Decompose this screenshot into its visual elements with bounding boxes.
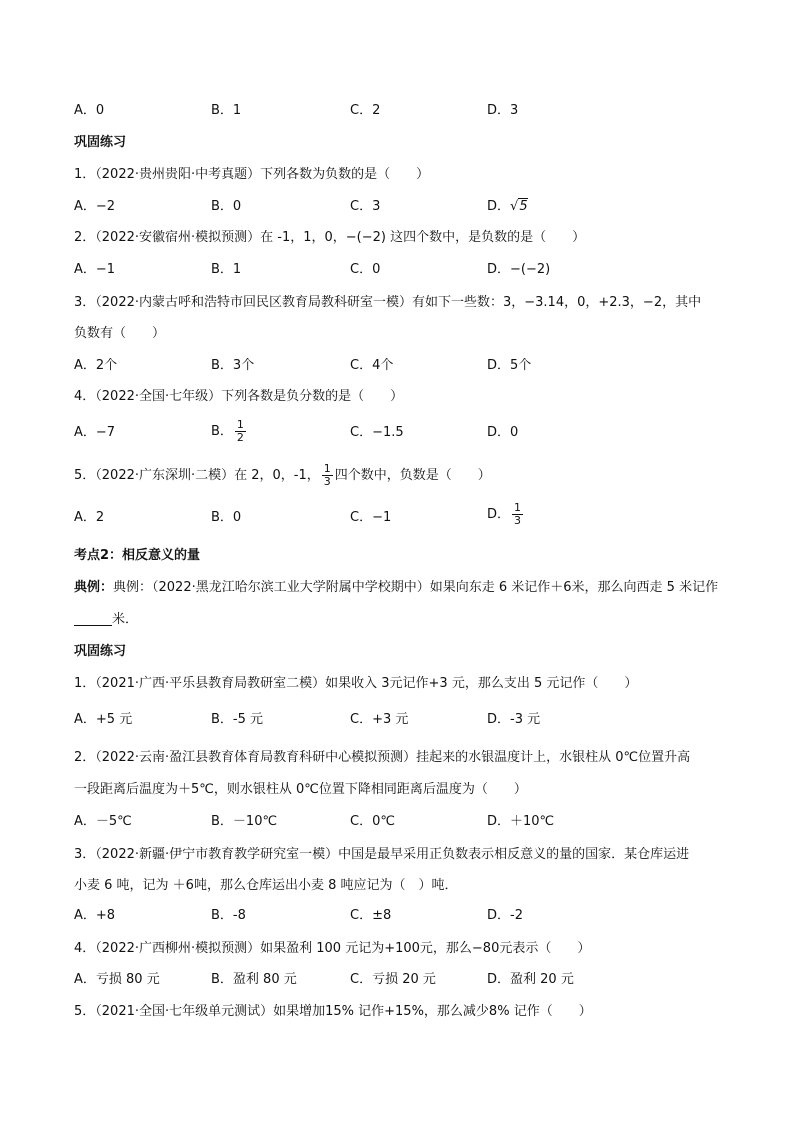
option-d: D．−(−2) <box>487 262 551 277</box>
option-c: C．3 <box>350 199 381 214</box>
option-d: D．-3 元 <box>487 712 541 727</box>
option-d: D．3 <box>487 103 519 118</box>
option-a: A．−1 <box>74 262 116 277</box>
option-d: D．盈利 20 元 <box>487 972 574 987</box>
question-options <box>74 501 734 528</box>
option-c: C．2 <box>350 103 381 118</box>
question-stem: 4．（2022·广西柳州·模拟预测）如果盈利 100 元记为+100元，那么−80元表示（ ） <box>74 941 591 956</box>
section-heading: 巩固练习 <box>74 135 127 150</box>
question-stem: 3．（2022·新疆·伊宁市教育教学研究室一模）中国是最早采用正负数表示相反意义的量的国家．某仓库运进 <box>74 847 690 862</box>
option-d: D． $\frac{1}{3}$ <box>487 501 522 527</box>
question-stem: 4．（2022·全国·七年级）下列各数是负分数的是（ ） <box>74 389 404 404</box>
option-a: A．亏损 80 元 <box>74 972 160 987</box>
option-c: C．0℃ <box>350 814 395 829</box>
option-b: B． $\frac{1}{2}$ <box>211 418 244 444</box>
fraction: $\frac{1}{2}$ <box>236 418 244 444</box>
option-b: B．1 <box>211 103 242 118</box>
fraction: $\frac{1}{3}$ <box>514 501 522 527</box>
option-c: C．−1 <box>350 510 392 525</box>
option-b: B．－10℃ <box>211 814 278 829</box>
question-options <box>74 197 734 217</box>
option-a: A．−2 <box>74 199 116 214</box>
option-c: C．0 <box>350 262 381 277</box>
option-a: A．+5 元 <box>74 712 133 727</box>
option-c: C．+3 元 <box>350 712 409 727</box>
question-options <box>74 906 734 926</box>
option-c: C．4个 <box>350 358 394 373</box>
question-options <box>74 710 734 730</box>
option-d: D．√5 <box>487 199 528 214</box>
section-heading: 考点2：相反意义的量 <box>74 548 201 563</box>
question-stem: 5．（2021·全国·七年级单元测试）如果增加15% 记作+15%，那么减少8% 记作（ ） <box>74 1004 592 1019</box>
question-stem: 1．（2021·广西·平乐县教育局教研室二模）如果收入 3元记作+3 元，那么支出 5 元记作（ ） <box>74 676 638 691</box>
answer-blank[interactable] <box>74 611 112 626</box>
question-stem: 2．（2022·云南·盈江县教育体育局教育科研中心模拟预测）挂起来的水银温度计上，水银柱从 0℃位置升高 <box>74 750 691 765</box>
question-stem-cont: 一段距离后温度为＋5℃，则水银柱从 0℃位置下降相同距离后温度为（ ） <box>74 782 527 797</box>
option-d: D．＋10℃ <box>487 814 555 829</box>
question-options <box>74 970 734 990</box>
option-c: C．−1.5 <box>350 425 404 440</box>
practice-heading: 巩固练习 <box>74 644 127 659</box>
fraction: $\frac{1}{3}$ <box>323 462 331 488</box>
question-options <box>74 812 734 832</box>
option-b: B．-5 元 <box>211 712 264 727</box>
example-stem-cont: 米． <box>74 610 138 630</box>
question-stem: 1．（2022·贵州贵阳·中考真题）下列各数为负数的是（ ） <box>74 167 430 182</box>
question-stem-cont: 小麦 6 吨，记为 ＋6吨，那么仓库运出小麦 8 吨应记为（ ）吨． <box>74 878 458 893</box>
option-a: A．－5℃ <box>74 814 132 829</box>
question-stem: 5．（2022·广东深圳·二模）在 2，0，-1， $\frac{1}{3}$ 四个数中，负数是（ ） <box>74 462 491 488</box>
option-b: B．0 <box>211 199 242 214</box>
option-a: A．2 <box>74 510 105 525</box>
example-stem: 典例：典例：（2022·黑龙江哈尔滨工业大学附属中学校期中）如果向东走 6 米记作＋6米，那么向西走 5 米记作 <box>74 580 719 595</box>
option-a: A．2个 <box>74 358 118 373</box>
question-stem: 3．（2022·内蒙古呼和浩特市回民区教育局教科研室一模）有如下一些数：3，−3.14，0，+2.3，−2，其中 <box>74 295 702 310</box>
question-stem-cont: 负数有（ ） <box>74 326 166 341</box>
option-a: A．+8 <box>74 908 116 923</box>
option-d: D．5个 <box>487 358 532 373</box>
option-a: A．0 <box>74 103 105 118</box>
question-stem: 2．（2022·安徽宿州·模拟预测）在 -1，1，0，−(−2) 这四个数中，是负数的是（ ） <box>74 230 586 245</box>
question-options <box>74 260 734 280</box>
option-b: B．1 <box>211 262 242 277</box>
option-b: B．3个 <box>211 358 255 373</box>
option-d: D．0 <box>487 425 519 440</box>
option-a: A．−7 <box>74 425 116 440</box>
option-c: C．亏损 20 元 <box>350 972 436 987</box>
option-b: B．0 <box>211 510 242 525</box>
top-options <box>74 101 734 121</box>
option-c: C．±8 <box>350 908 392 923</box>
question-options <box>74 418 734 444</box>
option-b: B．-8 <box>211 908 246 923</box>
option-d: D．-2 <box>487 908 523 923</box>
option-b: B．盈利 80 元 <box>211 972 297 987</box>
radicand: 5 <box>519 199 528 214</box>
sqrt-sign: √ <box>510 199 519 214</box>
question-options <box>74 356 734 376</box>
